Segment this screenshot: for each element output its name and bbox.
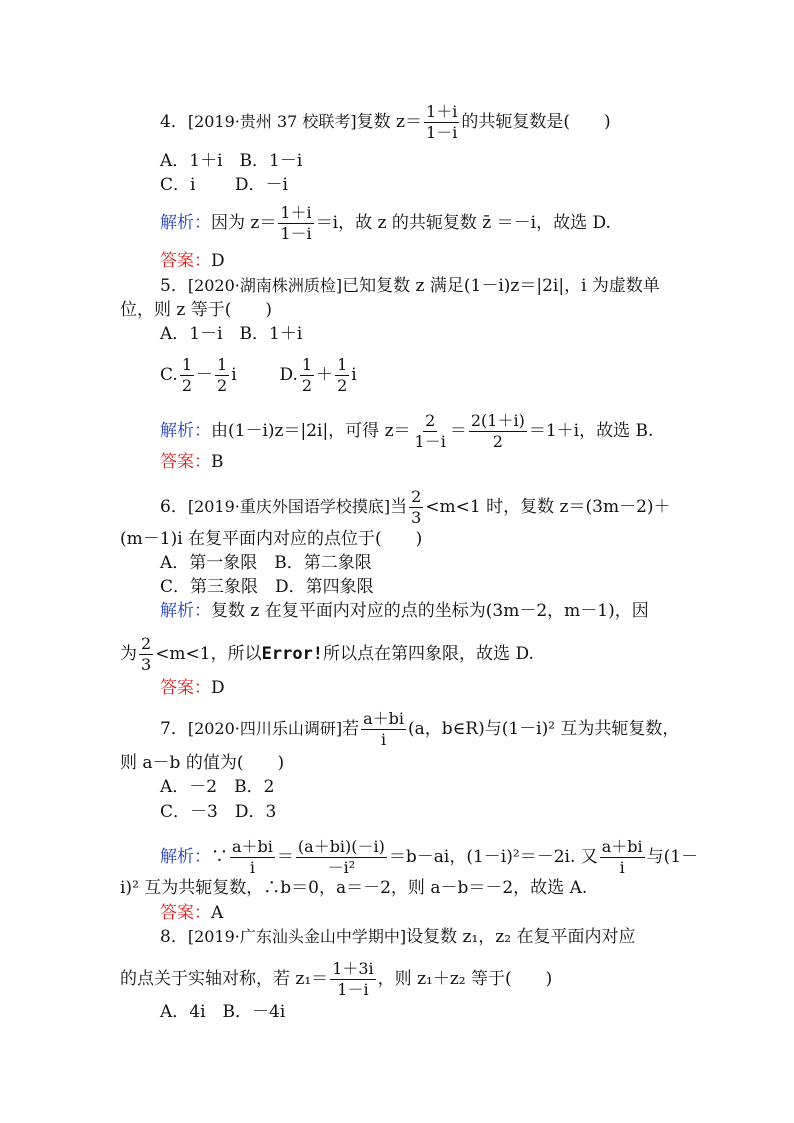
q5-source: [2020·湖南株洲质检] [187,276,343,295]
q6-analysis-den: 3 [141,655,152,674]
q6-analysis-label: 解析： [160,601,211,621]
q7-analysis-label: 解析： [160,847,211,867]
q5-opt-d-n1: 1 [301,355,313,374]
q7-frac-den: i [381,730,387,749]
q4-options-cd: C．i D．－i [160,175,288,195]
q6-frac-den: 3 [411,508,422,527]
q7-analysis-d1: i [249,858,256,877]
q7-because-symbol: ∵ [211,847,228,867]
q7-answer-value: A [211,903,224,923]
q6-analysis-line2 [120,635,534,674]
q6-options-cd: C．第三象限 D．第四象限 [160,577,374,597]
q5-analysis-pre: 由(1－i)z＝|2i|，可得 z＝ [211,421,411,441]
q5-stem-line1 [160,275,660,297]
q4-frac-num: 1＋i [426,102,458,121]
q5-analysis-eq: ＝ [449,421,467,441]
q7-analysis-d2: －i² [327,858,356,877]
q6-analysis-pre: 为 [120,644,137,664]
q7-analysis-line1 [160,838,698,877]
q7-number: 7． [160,719,188,739]
q4-analysis-den: 1－i [280,224,312,243]
q6-stem-post: <m<1 时，复数 z＝(3m－2)＋ [425,497,671,517]
q7-stem-post: (a，b∈R)与(1－i)² 互为共轭复数， [408,719,680,739]
q4-answer [160,250,225,272]
q7-source: [2020·四川乐山调研] [187,719,343,738]
q7-analysis-n3: a＋bi [601,837,643,856]
q4-stem-pre: 复数 z＝ [356,112,423,132]
q5-analysis-d2: 2 [492,432,503,451]
q7-analysis-line2: i)² 互为共轭复数，∴b＝0，a＝－2，则 a－b＝－2，故选 A. [120,878,588,898]
q4-fraction [424,103,459,142]
q7-analysis-frac1 [230,838,275,877]
q5-answer [160,451,224,473]
q4-answer-value: D [211,251,225,271]
q5-analysis-post: ＝1＋i，故选 B. [528,421,654,441]
q4-options-ab: A．1＋i B．1－i [160,151,303,171]
q5-opt-d-d2: 2 [337,376,348,395]
q7-fraction [361,710,406,749]
q5-opt-c-n1: 1 [181,355,192,374]
q5-answer-value: B [211,452,224,472]
q6-fraction [409,488,423,527]
q5-opt-d-frac2 [335,356,349,395]
q6-analysis-line1 [160,600,649,622]
q7-analysis-tail: 与(1－ [646,847,699,867]
q7-stem-line1 [160,710,679,749]
q4-analysis-post: ＝i，故 z 的共轭复数 z̄ ＝－i，故选 D. [315,213,611,233]
q4-source: [2019·贵州 37 校联考] [187,112,357,131]
q4-analysis [160,204,611,243]
q7-options-ab: A．－2 B．2 [160,777,275,797]
q5-opt-c: C. [160,365,178,385]
q7-stem-line2: 则 a－b 的值为( ) [120,753,285,773]
q7-analysis-eq: ＝ [276,847,294,867]
q7-answer-label: 答案： [160,903,211,923]
q5-opt-c-frac1 [180,356,194,395]
q5-opt-d-tail: i [351,365,357,385]
q6-analysis-text1: 复数 z 在复平面内对应的点的坐标为(3m－2，m－1)，因 [211,601,649,621]
q8-stem-post: ，则 z₁＋z₂ 等于( ) [377,969,553,989]
q6-stem-pre: 当 [390,497,408,517]
q5-analysis-frac1 [413,412,448,451]
q4-analysis-pre: 因为 z＝ [211,213,277,233]
q7-analysis-frac3 [600,838,645,877]
q5-opt-d-mid: ＋ [316,365,334,385]
q6-answer [160,677,225,699]
q5-answer-label: 答案： [160,452,211,472]
q5-number: 5． [160,276,188,296]
q5-opt-d-frac1 [300,356,314,395]
q7-analysis-n1: a＋bi [232,837,273,856]
q8-number: 8． [160,927,188,947]
q6-source: [2019·重庆外国语学校摸底] [187,497,391,516]
q5-options-cd [160,356,357,395]
q4-analysis-num: 1＋i [280,203,312,222]
q8-stem-text: 设复数 z₁，z₂ 在复平面内对应 [406,927,636,947]
q5-stem-text: 已知复数 z 满足(1－i)z＝|2i|，i 为虚数单 [342,276,660,296]
q4-stem-post: 的共轭复数是( ) [461,112,611,132]
q6-analysis-mid: <m<1，所以 [155,644,262,664]
q5-analysis [160,412,653,451]
q8-stem-line1 [160,926,635,948]
q7-analysis-n2: (a＋bi)(－i) [297,837,385,856]
q8-stem-pre: 的点关于实轴对称，若 z₁＝ [120,969,329,989]
q5-analysis-n2: 2(1＋i) [470,411,525,430]
q8-fraction [330,960,375,999]
q5-analysis-label: 解析： [160,421,211,441]
q4-analysis-label: 解析： [160,213,211,233]
q8-frac-den: 1－i [337,980,369,999]
q6-analysis-num: 2 [141,634,152,653]
q5-opt-c-frac2 [215,356,229,395]
q6-frac-num: 2 [411,487,422,506]
q5-opt-c-d2: 2 [217,376,228,395]
q5-analysis-frac2 [469,412,527,451]
q4-analysis-fraction [278,204,313,243]
q6-stem-line1 [160,488,671,527]
q5-analysis-n1: 2 [425,411,436,430]
q7-options-cd: C．－3 D．3 [160,802,277,822]
q7-frac-num: a＋bi [363,709,405,728]
q6-analysis-post: 所以点在第四象限，故选 D. [323,644,534,664]
q8-source: [2019·广东汕头金山中学期中] [187,927,407,946]
q7-analysis-d3: i [619,858,625,877]
q7-analysis-mid: ＝b－ai，(1－i)²＝－2i. 又 [388,847,598,867]
q5-opt-c-d1: 2 [181,376,192,395]
q6-stem-line2: (m－1)i 在复平面内对应的点位于( ) [120,529,423,549]
q5-opt-d-n2: 1 [337,355,348,374]
q7-analysis-frac2 [296,838,387,877]
q7-stem-pre: 若 [342,719,360,739]
q5-stem-line2: 位，则 z 等于( ) [120,300,273,320]
q6-number: 6． [160,497,188,517]
q8-frac-num: 1＋3i [332,959,374,978]
q6-answer-value: D [211,678,225,698]
q5-analysis-d1: 1－i [414,432,446,451]
q5-opt-c-tail: i [231,365,237,385]
q5-opt-c-mid: － [196,365,213,385]
q4-frac-den: 1－i [426,123,458,142]
q8-stem-line2 [120,960,552,999]
q5-opt-d: D. [279,365,298,385]
q4-stem [160,103,611,142]
q5-options-ab: A．1－i B．1＋i [160,324,303,344]
q6-options-ab: A．第一象限 B．第二象限 [160,553,372,573]
q6-error-text: Error! [261,644,324,664]
q4-number: 4． [160,112,188,132]
q5-opt-c-n2: 1 [217,355,228,374]
q4-answer-label: 答案： [160,251,211,271]
q5-opt-d-d1: 2 [301,376,313,395]
q8-options-ab: A．4i B．－4i [160,1002,286,1022]
q7-answer [160,902,223,924]
q6-analysis-fraction [139,635,153,674]
q6-answer-label: 答案： [160,678,211,698]
